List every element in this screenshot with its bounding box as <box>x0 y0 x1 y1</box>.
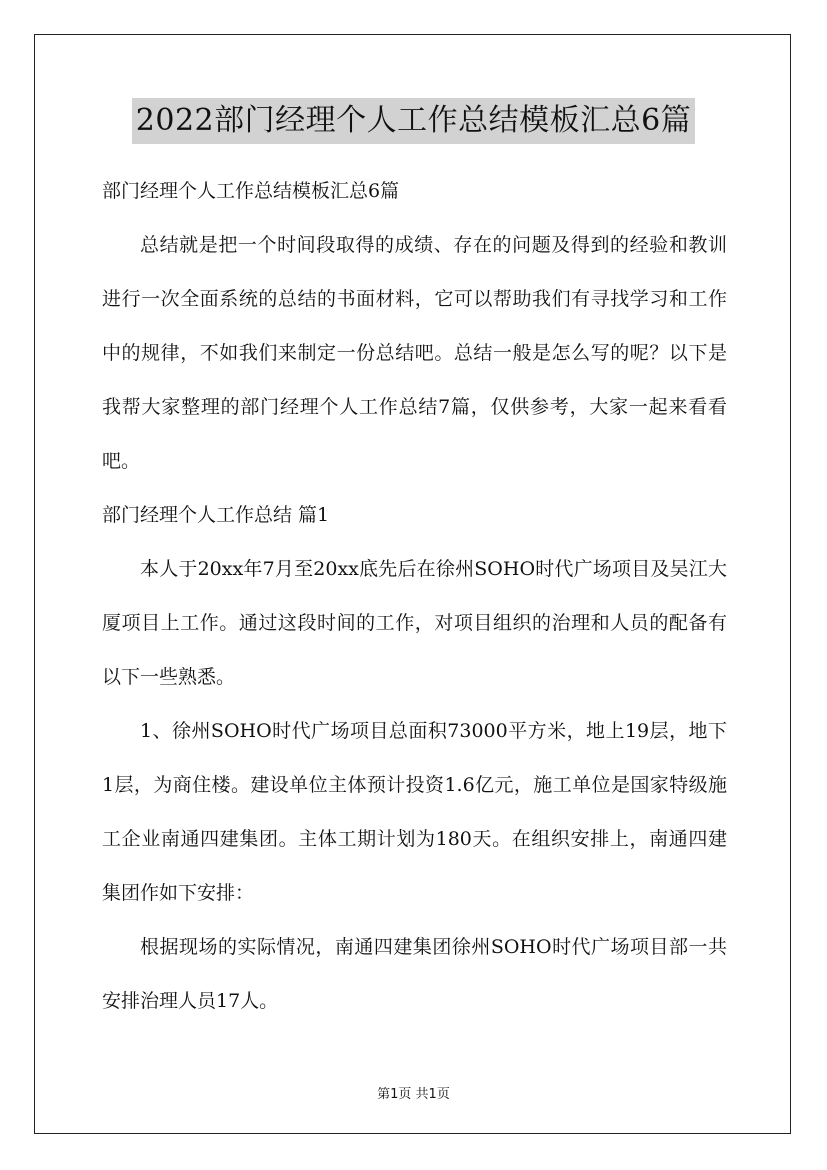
document-body <box>102 164 727 1028</box>
page-footer: 第1页 共1页 <box>377 1087 450 1102</box>
document-title: 2022部门经理个人工作总结模板汇总6篇 <box>132 98 695 144</box>
intro-paragraph: 总结就是把一个时间段取得的成绩、存在的问题及得到的经验和教训进行一次全面系统的总结的书面材料，它可以帮助我们有寻找学习和工作中的规律，不如我们来制定一份总结吧。总结一般是怎么写的呢？以下是我帮大家整理的部门经理个人工作总结7篇，仅供参考，大家一起来看看吧。 <box>102 234 727 472</box>
paragraph-2: 1、徐州SOHO时代广场项目总面积73000平方米，地上19层，地下1层，为商住楼。建设单位主体预计投资1.6亿元，施工单位是国家特级施工企业南通四建集团。主体工期计划为180天。在组织安排上，南通四建集团作如下安排： <box>102 720 727 904</box>
paragraph-3: 根据现场的实际情况，南通四建集团徐州SOHO时代广场项目部一共安排治理人员17人。 <box>102 936 727 1012</box>
title-area <box>0 98 827 144</box>
subtitle: 部门经理个人工作总结模板汇总6篇 <box>102 180 400 202</box>
section-heading: 部门经理个人工作总结 篇1 <box>102 504 330 526</box>
paragraph-1: 本人于20xx年7月至20xx底先后在徐州SOHO时代广场项目及吴江大厦项目上工作。通过这段时间的工作，对项目组织的治理和人员的配备有以下一些熟悉。 <box>102 558 727 688</box>
